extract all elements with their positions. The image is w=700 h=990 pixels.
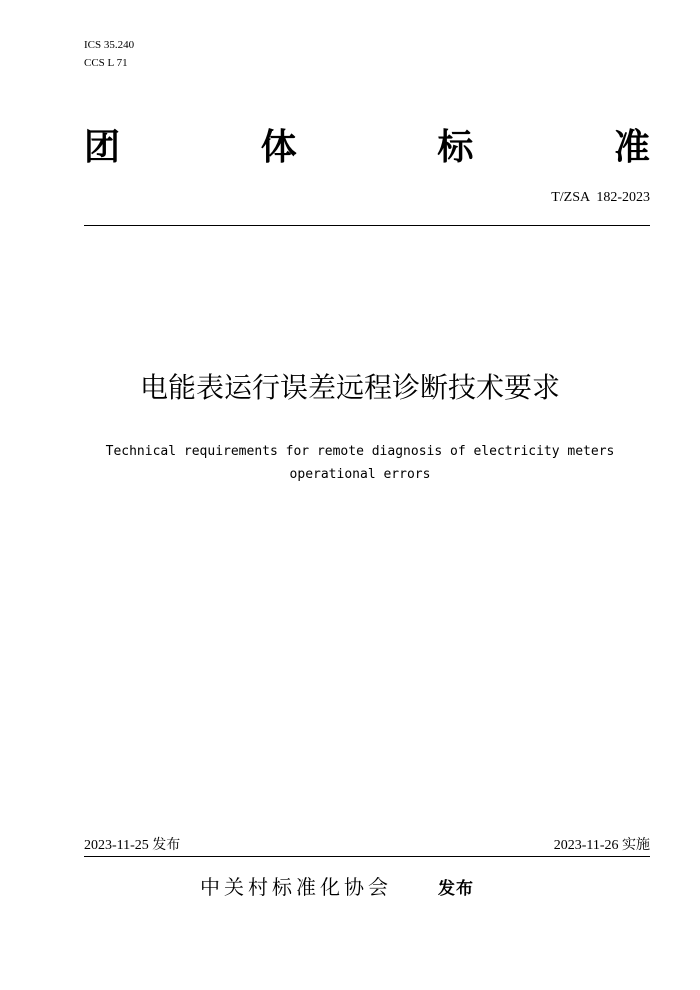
top-divider [84,225,650,226]
title-chinese: 电能表运行误差远程诊断技术要求 [139,371,560,404]
standard-type-char: 团 [84,127,121,168]
standard-type-char: 体 [260,127,297,168]
classification-codes [84,36,134,72]
implement-date: 2023-11-26 实施 [553,838,650,853]
standard-type-char: 标 [437,127,474,168]
ccs-code: CCS L 71 [84,57,128,69]
title-english-line: Technical requirements for remote diagnosis of electricity meters [105,444,615,459]
standard-number: T/ZSA 182-2023 [551,190,650,205]
date-row [84,836,650,856]
publisher-line [200,873,474,903]
title-english [60,440,660,486]
standard-type-heading [84,126,650,170]
standard-type-char: 准 [613,127,650,168]
title-english-line: operational errors [289,467,431,482]
publisher-org: 中关村标准化协会 [200,875,392,899]
publish-date: 2023-11-25 发布 [84,838,181,853]
publisher-action: 发布 [438,879,474,899]
ics-code: ICS 35.240 [84,39,135,51]
bottom-divider [84,856,650,857]
